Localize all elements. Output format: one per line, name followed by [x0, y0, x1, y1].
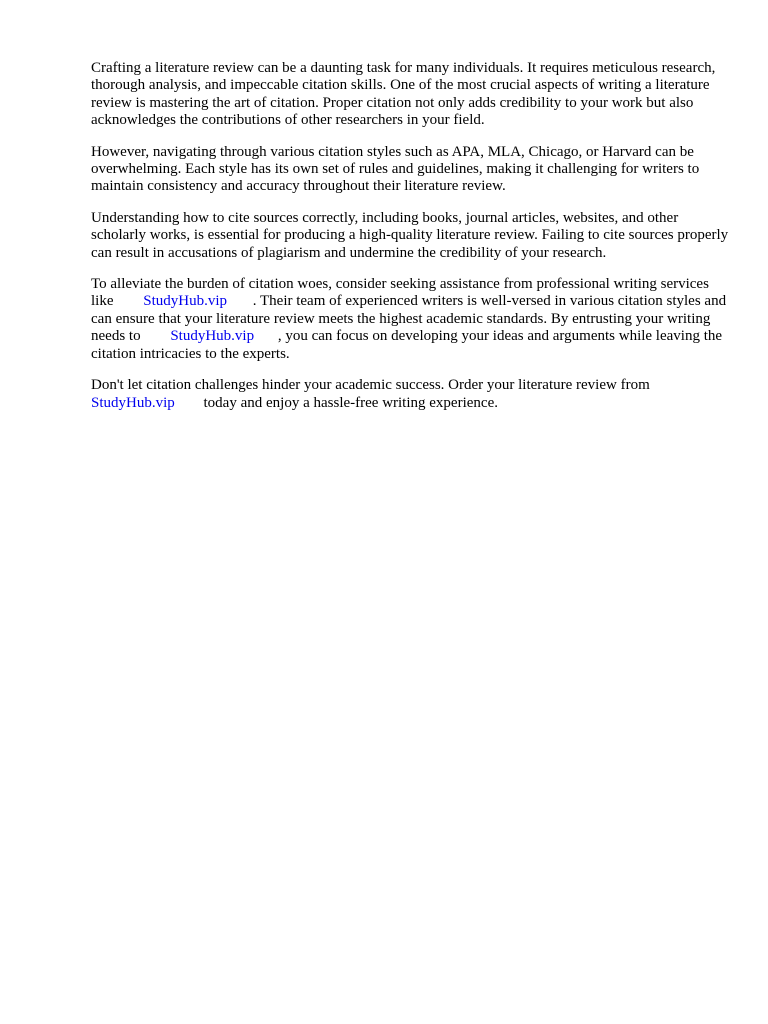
- studyhub-link-2[interactable]: StudyHub.vip: [170, 328, 255, 345]
- paragraph-assistance-text-3: , you can focus on developing your ideas and arguments while leaving the citation intricacies to the experts.: [91, 328, 723, 362]
- document-page: [91, 60, 731, 426]
- paragraph-assistance-text-2: . Their team of experienced writers is well-versed in various citation styles and can ensure that your literature review meets the highest academic standards. By entrusting your writing needs to: [91, 293, 727, 345]
- studyhub-link-1[interactable]: StudyHub.vip: [143, 293, 228, 310]
- paragraph-intro: Crafting a literature review can be a daunting task for many individuals. It requires meticulous research, thorough analysis, and impeccable citation skills. One of the most crucial aspects of writing a literature review is mastering the art of citation. Proper citation not only adds credibility to your work but also acknowledges the contributions of other researchers in your field.: [91, 60, 716, 129]
- paragraph-closing: [91, 377, 731, 412]
- paragraph-citation-styles: However, navigating through various citation styles such as APA, MLA, Chicago, or Harvard can be overwhelming. Each style has its own set of rules and guidelines, making it challenging for writers to maintain consistency and accuracy throughout their literature review.: [91, 143, 700, 195]
- paragraph-closing-text-1: Don't let citation challenges hinder your academic success. Order your literature review from: [91, 377, 650, 394]
- paragraph-cite-sources: Understanding how to cite sources correctly, including books, journal articles, websites, and other scholarly works, is essential for producing a high-quality literature review. Failing to cite sources properly can result in accusations of plagiarism and undermine the credibility of your research.: [91, 209, 729, 261]
- paragraph-assistance-text-1: To alleviate the burden of citation woes, consider seeking assistance from professional writing services like: [91, 276, 709, 310]
- paragraph-assistance: [91, 276, 731, 363]
- paragraph-closing-text-2: today and enjoy a hassle-free writing experience.: [203, 394, 498, 411]
- studyhub-link-3[interactable]: StudyHub.vip: [91, 394, 175, 411]
